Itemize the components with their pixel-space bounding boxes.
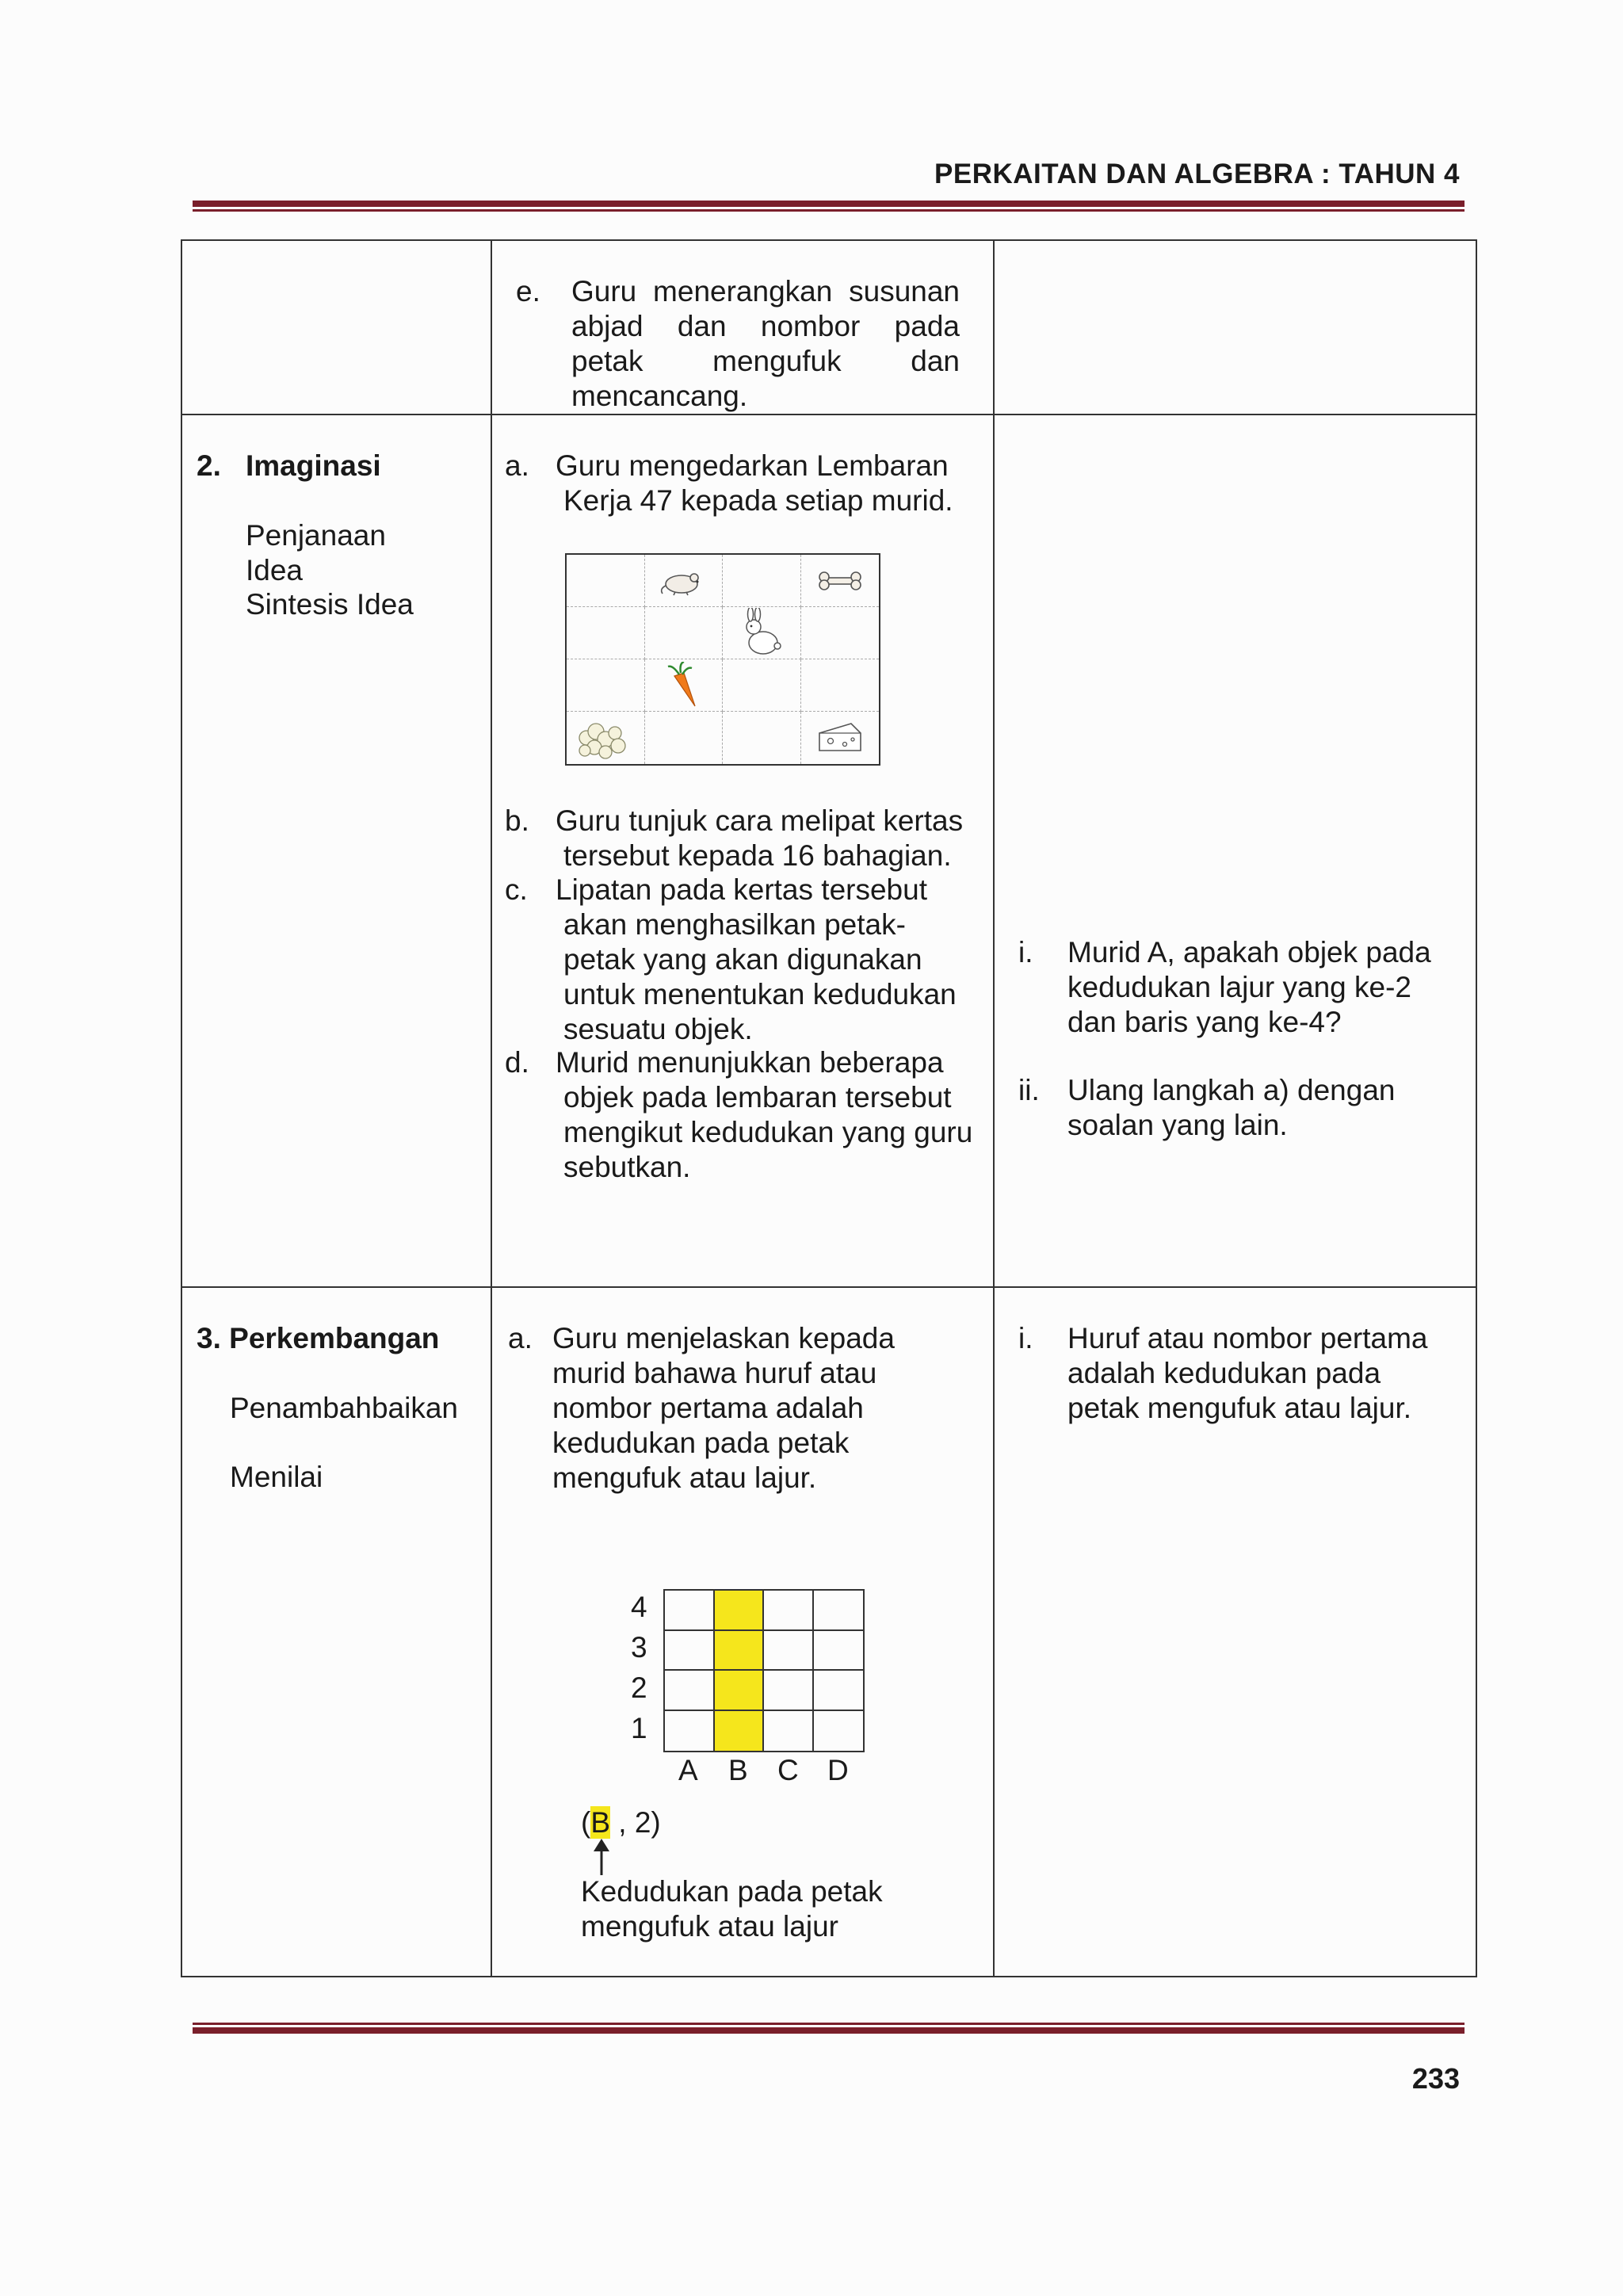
carrot-icon <box>663 662 703 709</box>
list-marker: ii. <box>1018 1074 1040 1106</box>
coordinate-rest: , 2) <box>610 1806 661 1839</box>
stage-cell <box>181 1287 491 1977</box>
stage-subtitle: Menilai <box>230 1461 323 1493</box>
popcorn-icon <box>574 714 637 762</box>
note-text: Huruf atau nombor pertama adalah kedudukan pada petak mengufuk atau lajur. <box>1067 1322 1428 1424</box>
coordinate-letter: B <box>590 1806 611 1839</box>
stage-number: 2. <box>197 449 221 482</box>
activity-cell <box>491 240 994 415</box>
bone-icon <box>816 569 864 593</box>
list-marker: a. <box>508 1322 533 1354</box>
column-label: C <box>777 1754 799 1786</box>
list-marker: b. <box>505 804 529 837</box>
grid-cell-highlighted <box>715 1591 765 1631</box>
grid-cell <box>801 607 880 659</box>
grid-cell <box>567 712 645 764</box>
activity-text: Guru tunjuk cara melipat kertas tersebut kepada 16 bahagian. <box>556 804 964 872</box>
list-marker: i. <box>1018 936 1033 968</box>
coordinate-paren: ( <box>581 1806 591 1839</box>
grid-cell <box>645 712 724 764</box>
stage-title: Imaginasi <box>246 449 381 482</box>
list-marker: e. <box>516 275 540 308</box>
grid-cell <box>764 1671 814 1711</box>
notes-cell <box>994 415 1476 1287</box>
row-label: 2 <box>631 1671 647 1704</box>
grid-cell <box>801 712 880 764</box>
header-divider <box>193 201 1465 212</box>
stage-cell <box>181 415 491 1287</box>
grid-cell <box>567 659 645 712</box>
list-marker: a. <box>505 449 529 482</box>
note-text: Ulang langkah a) dengan soalan yang lain. <box>1067 1074 1396 1141</box>
grid-cell <box>645 607 724 659</box>
grid-cell <box>723 555 801 607</box>
stage-title: 3. Perkembangan <box>197 1322 440 1354</box>
page-header-title: PERKAITAN DAN ALGEBRA : TAHUN 4 <box>934 159 1460 189</box>
grid-cell <box>567 607 645 659</box>
coordinate-caption: Kedudukan pada petak mengufuk atau lajur <box>581 1875 883 1943</box>
page-number: 233 <box>1411 2062 1460 2095</box>
grid-cell <box>814 1671 864 1711</box>
grid-cell <box>764 1631 814 1671</box>
activity-text: Guru mengedarkan Lembaran Kerja 47 kepada setiap murid. <box>556 449 953 517</box>
row-label: 1 <box>631 1712 647 1744</box>
grid-cell-highlighted <box>715 1671 765 1711</box>
mouse-icon <box>658 565 708 597</box>
activity-text: Murid menunjukkan beberapa objek pada lembaran tersebut mengikut kedudukan yang guru sebutkan. <box>556 1046 973 1183</box>
grid-cell <box>665 1711 715 1752</box>
row-label: 4 <box>631 1591 647 1623</box>
grid-cell-highlighted <box>715 1711 765 1752</box>
footer-divider <box>193 2023 1465 2034</box>
grid-cell <box>665 1671 715 1711</box>
arrow-up-icon <box>590 1837 613 1877</box>
activity-text: Guru menjelaskan kepada murid bahawa huruf atau nombor pertama adalah kedudukan pada petak mengufuk atau lajur. <box>552 1322 895 1494</box>
table-row <box>181 415 1476 1287</box>
column-label: B <box>728 1754 748 1786</box>
list-marker: c. <box>505 873 528 906</box>
grid-cell <box>764 1591 814 1631</box>
notes-cell <box>994 240 1476 415</box>
rabbit-icon <box>738 608 785 659</box>
column-label: A <box>678 1754 698 1786</box>
grid-cell <box>814 1591 864 1631</box>
grid-cell <box>801 555 880 607</box>
stage-subtitle: Penjanaan Idea <box>246 519 386 586</box>
grid-cell <box>723 712 801 764</box>
grid-cell <box>665 1591 715 1631</box>
stage-subtitle: Penambahbaikan <box>230 1392 458 1424</box>
activity-cell <box>491 415 994 1287</box>
stage-subtitle: Sintesis Idea <box>246 588 414 621</box>
grid-cell-highlighted <box>715 1631 765 1671</box>
grid-cell <box>665 1631 715 1671</box>
stage-cell <box>181 240 491 415</box>
coordinate-example <box>581 1805 661 1840</box>
list-marker: i. <box>1018 1322 1033 1354</box>
worksheet-grid <box>565 553 880 766</box>
table-row <box>181 240 1476 415</box>
grid-cell <box>723 607 801 659</box>
activity-text: Lipatan pada kertas tersebut akan menghasilkan petak-petak yang akan digunakan untuk menentukan kedudukan sesuatu objek. <box>556 873 957 1045</box>
grid-cell <box>723 659 801 712</box>
grid-cell <box>764 1711 814 1752</box>
grid-cell <box>801 659 880 712</box>
activity-text: Guru menerangkan susunan abjad dan nombor pada petak mengufuk dan mencancang. <box>571 275 960 412</box>
grid-cell <box>567 555 645 607</box>
grid-cell <box>814 1711 864 1752</box>
notes-cell <box>994 1287 1476 1977</box>
note-text: Murid A, apakah objek pada kedudukan lajur yang ke-2 dan baris yang ke-4? <box>1067 936 1431 1038</box>
cheese-icon <box>816 720 864 755</box>
coordinate-grid <box>663 1589 865 1752</box>
grid-cell <box>645 555 724 607</box>
row-label: 3 <box>631 1631 647 1664</box>
list-marker: d. <box>505 1046 529 1079</box>
column-label: D <box>827 1754 849 1786</box>
grid-cell <box>645 659 724 712</box>
grid-cell <box>814 1631 864 1671</box>
